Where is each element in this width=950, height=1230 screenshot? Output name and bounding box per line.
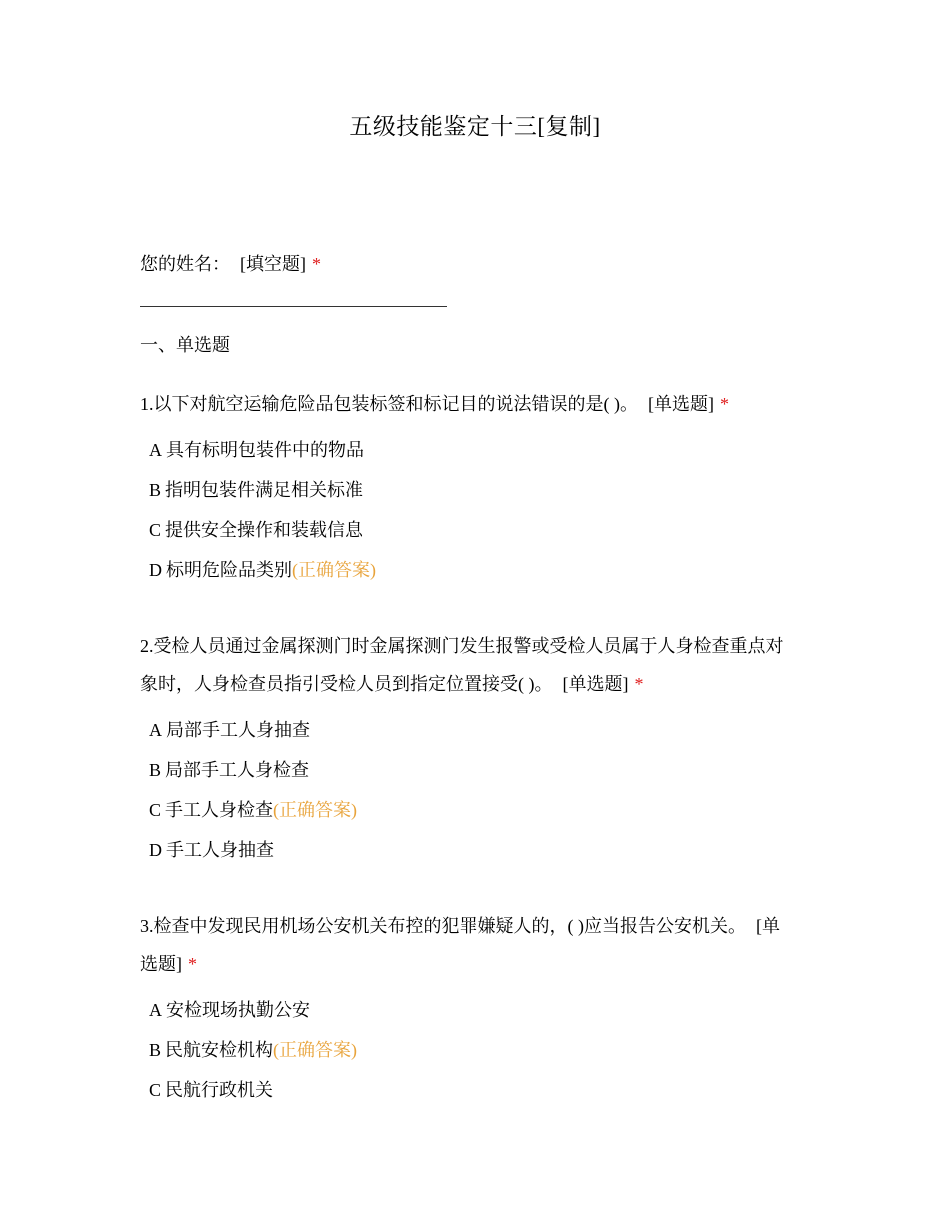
correct-answer-tag: (正确答案) bbox=[273, 1040, 358, 1060]
option-q3-b[interactable]: B 民航安检机构(正确答案) bbox=[149, 1040, 358, 1060]
required-mark: * bbox=[720, 394, 729, 414]
name-label: 您的姓名： bbox=[140, 254, 230, 274]
option-q2-d[interactable]: D 手工人身抽查 bbox=[149, 840, 274, 860]
correct-answer-tag: (正确答案) bbox=[292, 560, 376, 580]
option-q2-c[interactable]: C 手工人身检查(正确答案) bbox=[149, 800, 358, 820]
question-2-text-line1: 2.受检人员通过金属探测门时金属探测门发生报警或受检人员属于人身检查重点对 bbox=[140, 636, 784, 656]
name-answer-line[interactable] bbox=[140, 306, 447, 307]
name-question bbox=[140, 245, 321, 283]
option-q1-c[interactable]: C 提供安全操作和装载信息 bbox=[149, 520, 364, 540]
question-3 bbox=[140, 907, 820, 983]
question-type-tag: 选题] bbox=[140, 954, 182, 974]
required-mark: * bbox=[188, 954, 197, 974]
question-type-tag: [填空题] bbox=[240, 254, 306, 274]
question-1 bbox=[140, 385, 820, 423]
option-q3-a[interactable]: A 安检现场执勤公安 bbox=[149, 1000, 310, 1020]
section-heading: 一、单选题 bbox=[140, 335, 230, 355]
required-mark: * bbox=[634, 674, 644, 694]
question-type-tag: [单选题] bbox=[648, 394, 714, 414]
option-q1-b[interactable]: B 指明包装件满足相关标准 bbox=[149, 480, 364, 500]
question-2 bbox=[140, 627, 820, 703]
question-2-text-line2: 象时，人身检查员指引受检人员到指定位置接受( )。 bbox=[140, 674, 553, 694]
question-type-tag: [单 bbox=[756, 916, 780, 936]
correct-answer-tag: (正确答案) bbox=[273, 800, 358, 820]
option-q2-a[interactable]: A 局部手工人身抽查 bbox=[149, 720, 310, 740]
option-q1-a[interactable]: A 具有标明包装件中的物品 bbox=[149, 440, 364, 460]
question-1-text: 1.以下对航空运输危险品包装标签和标记目的说法错误的是( )。 bbox=[140, 394, 638, 414]
option-q3-c[interactable]: C 民航行政机关 bbox=[149, 1080, 274, 1100]
page-title: 五级技能鉴定十三[复制] bbox=[349, 114, 601, 139]
required-mark: * bbox=[312, 254, 321, 274]
option-q2-b[interactable]: B 局部手工人身检查 bbox=[149, 760, 310, 780]
question-type-tag: [单选题] bbox=[562, 674, 629, 694]
option-q1-d[interactable]: D 标明危险品类别(正确答案) bbox=[149, 560, 376, 580]
question-3-text-line1: 3.检查中发现民用机场公安机关布控的犯罪嫌疑人的，( )应当报告公安机关。 bbox=[140, 916, 746, 936]
